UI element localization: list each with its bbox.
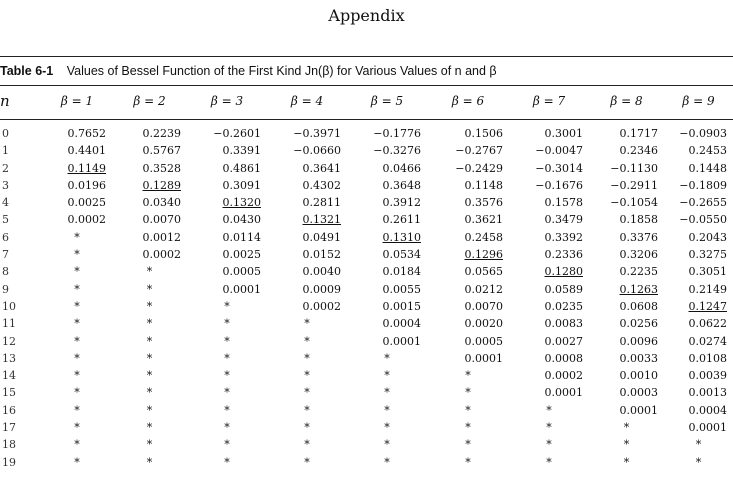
table-cell: 0.1320 (222, 196, 261, 210)
table-cell: 0.0235 (544, 299, 583, 313)
table-cell: * (146, 403, 153, 417)
table-cell: * (546, 421, 552, 435)
table-cell: * (224, 351, 230, 365)
table-cell: 0.3528 (142, 161, 181, 175)
table-cell: 0.2453 (688, 144, 727, 158)
table-cell: 0.0002 (67, 213, 106, 227)
row-index-n: 3 (2, 178, 9, 192)
row-index-n: 15 (2, 386, 16, 400)
table-cell: 0.0001 (382, 334, 421, 348)
table-cell: 0.7652 (67, 127, 106, 140)
table-cell: 0.0001 (619, 403, 658, 417)
table-cell: * (74, 282, 80, 296)
table-row (0, 281, 733, 298)
table-row (0, 436, 733, 453)
table-body (0, 125, 733, 471)
table-cell: 0.0003 (619, 386, 658, 400)
table-cell: * (224, 334, 230, 348)
column-header-beta: β = 1 (60, 94, 94, 108)
row-index-n: 18 (2, 438, 16, 452)
row-index-n: 13 (2, 351, 16, 365)
table-cell: −0.1130 (610, 161, 658, 175)
table-cell: * (146, 421, 153, 435)
table-cell: * (74, 351, 80, 365)
table-cell: 0.1448 (688, 161, 727, 175)
column-header-beta: β = 2 (133, 94, 166, 108)
table-cell: * (384, 403, 390, 417)
table-cell: 0.0083 (544, 317, 583, 331)
table-cell: * (304, 351, 310, 365)
table-cell: * (465, 455, 471, 469)
column-header-beta: β = 4 (290, 94, 324, 108)
table-cell: 0.3392 (544, 230, 583, 244)
table-cell: * (146, 317, 153, 331)
table-caption-text: Values of Bessel Function of the First Kind Jn(β) for Various Values of n and β (66, 64, 497, 78)
table-cell: * (546, 403, 552, 417)
table-row (0, 211, 733, 228)
table-cell: 0.2239 (142, 127, 181, 140)
table-cell: * (224, 369, 230, 383)
table-row (0, 333, 733, 350)
table-cell: * (74, 317, 80, 331)
table-cell: 0.4861 (222, 161, 261, 175)
table-cell: * (74, 369, 80, 383)
table-row (0, 454, 733, 471)
table-cell: 0.1717 (619, 127, 658, 140)
table-cell: 0.0002 (544, 369, 583, 383)
table-cell: * (304, 369, 310, 383)
column-header-beta: β = 7 (532, 94, 566, 108)
table-cell: * (546, 438, 552, 452)
table-cell: −0.0903 (679, 127, 727, 140)
table-cell: 0.1280 (544, 265, 583, 279)
table-cell: * (304, 334, 310, 348)
table-cell: −0.1676 (535, 178, 583, 192)
table-cell: −0.2429 (455, 161, 503, 175)
table-cell: * (384, 369, 390, 383)
table-cell: * (304, 403, 310, 417)
table-cell: * (224, 421, 230, 435)
table-cell: 0.0004 (688, 403, 727, 417)
table-cell: * (74, 386, 80, 400)
table-cell: 0.3376 (619, 230, 658, 244)
table-row (0, 402, 733, 419)
table-cell: 0.0196 (67, 178, 106, 192)
table-cell: 0.0565 (464, 265, 503, 279)
row-index-n: 2 (2, 161, 9, 175)
table-cell: 0.0005 (464, 334, 503, 348)
table-cell: * (695, 438, 702, 452)
table-cell: 0.1506 (464, 127, 503, 140)
table-cell: 0.0033 (619, 351, 658, 365)
table-cell: −0.3276 (373, 144, 421, 158)
table-cell: * (74, 299, 80, 313)
table-cell: 0.1247 (688, 299, 727, 313)
table-cell: −0.0660 (293, 144, 341, 158)
column-header-beta: β = 9 (682, 94, 715, 108)
table-caption (0, 64, 733, 78)
table-row (0, 350, 733, 367)
table-cell: −0.2601 (213, 127, 261, 140)
table-cell: −0.0550 (679, 213, 727, 227)
table-caption-label: Table 6-1 (0, 64, 54, 78)
table-cell: 0.0055 (382, 282, 421, 296)
table-row (0, 315, 733, 332)
table-row (0, 142, 733, 159)
table-cell: * (623, 455, 630, 469)
table-cell: * (384, 421, 390, 435)
table-cell: * (465, 369, 471, 383)
table-cell: * (224, 455, 230, 469)
table-cell: * (74, 265, 80, 279)
header-row (0, 93, 733, 110)
table-cell: 0.0039 (688, 369, 727, 383)
column-header-beta: β = 8 (610, 94, 643, 108)
table-cell: −0.3014 (535, 161, 583, 175)
table-cell: 0.0430 (222, 213, 261, 227)
table-cell: 0.3051 (688, 265, 727, 279)
table-cell: 0.1148 (464, 178, 503, 192)
table-cell: 0.1289 (142, 178, 181, 192)
row-index-n: 16 (2, 403, 16, 417)
table-cell: 0.0622 (688, 317, 727, 331)
table-row (0, 384, 733, 401)
table-cell: 0.0002 (142, 248, 181, 262)
table-cell: * (384, 455, 390, 469)
row-index-n: 0 (2, 127, 9, 140)
table-cell: 0.2235 (619, 265, 658, 279)
table-cell: 0.2611 (382, 213, 421, 227)
table-cell: * (465, 438, 471, 452)
table-cell: 0.0008 (544, 351, 583, 365)
table-cell: 0.2811 (302, 196, 341, 210)
table-cell: 0.0001 (688, 421, 727, 435)
table-cell: 0.3275 (688, 248, 727, 262)
row-index-n: 17 (2, 421, 16, 435)
table-cell: 0.2458 (464, 230, 503, 244)
table-cell: * (146, 299, 153, 313)
table-cell: 0.0608 (619, 299, 658, 313)
table-cell: −0.0047 (535, 144, 583, 158)
caption-rule (0, 85, 733, 86)
table-top-rule (0, 56, 733, 57)
table-cell: 0.0114 (222, 230, 261, 244)
table-cell: 0.2346 (619, 144, 658, 158)
table-cell: * (146, 438, 153, 452)
row-index-n: 4 (2, 196, 9, 210)
table-cell: * (146, 351, 153, 365)
table-cell: 0.4302 (302, 178, 341, 192)
row-index-n: 11 (2, 317, 16, 331)
table-cell: 0.0010 (619, 369, 658, 383)
table-cell: * (146, 334, 153, 348)
table-row (0, 419, 733, 436)
table-row (0, 229, 733, 246)
table-cell: * (465, 421, 471, 435)
table-cell: * (224, 386, 230, 400)
table-cell: 0.3912 (382, 196, 421, 210)
table-cell: 0.0096 (619, 334, 658, 348)
table-cell: 0.2149 (688, 282, 727, 296)
table-cell: * (384, 351, 390, 365)
table-cell: * (546, 455, 552, 469)
table-cell: * (74, 455, 80, 469)
row-index-n: 1 (2, 144, 9, 158)
table-cell: 0.3621 (464, 213, 503, 227)
table-cell: 0.0020 (464, 317, 503, 331)
table-cell: −0.2655 (679, 196, 727, 210)
table-cell: * (74, 334, 80, 348)
table-cell: * (224, 299, 230, 313)
table-cell: * (623, 421, 630, 435)
table-cell: −0.1809 (679, 178, 727, 192)
table-cell: * (224, 317, 230, 331)
table-cell: * (304, 386, 310, 400)
row-index-n: 8 (2, 265, 9, 279)
table-cell: * (304, 455, 310, 469)
row-index-n: 19 (2, 455, 16, 469)
table-cell: 0.0001 (544, 386, 583, 400)
table-cell: 0.3641 (302, 161, 341, 175)
table-cell: 0.1310 (382, 230, 421, 244)
table-cell: 0.0001 (222, 282, 261, 296)
page-title: Appendix (328, 6, 405, 25)
table-cell: 0.0070 (464, 299, 503, 313)
table-cell: 0.0070 (142, 213, 181, 227)
table-cell: 0.0040 (302, 265, 341, 279)
table-cell: 0.4401 (67, 144, 106, 158)
table-cell: 0.0009 (302, 282, 341, 296)
table-cell: 0.0274 (688, 334, 727, 348)
table-cell: 0.0005 (222, 265, 261, 279)
table-row (0, 194, 733, 211)
table-cell: 0.0184 (382, 265, 421, 279)
table-cell: 0.0012 (142, 230, 181, 244)
table-cell: * (146, 455, 153, 469)
table-cell: * (146, 282, 153, 296)
table-cell: * (146, 369, 153, 383)
table-cell: −0.3971 (293, 127, 341, 140)
row-index-n: 14 (2, 369, 16, 383)
table-cell: 0.0015 (382, 299, 421, 313)
table-cell: 0.0589 (544, 282, 583, 296)
table-row (0, 367, 733, 384)
row-index-n: 6 (2, 230, 9, 244)
table-row (0, 298, 733, 315)
table-cell: 0.0534 (382, 248, 421, 262)
table-cell: 0.0491 (302, 230, 341, 244)
table-cell: 0.1149 (67, 161, 106, 175)
table-cell: * (74, 421, 80, 435)
row-index-n: 10 (2, 299, 16, 313)
table-cell: 0.0001 (464, 351, 503, 365)
table-cell: * (224, 403, 230, 417)
table-cell: 0.0025 (222, 248, 261, 262)
table-cell: * (384, 438, 390, 452)
table-cell: 0.0025 (67, 196, 106, 210)
table-cell: 0.0004 (382, 317, 421, 331)
row-index-n: 12 (2, 334, 16, 348)
table-cell: 0.3576 (464, 196, 503, 210)
table-cell: 0.0108 (688, 351, 727, 365)
table-cell: * (146, 386, 153, 400)
table-cell: * (304, 438, 310, 452)
row-index-n: 5 (2, 213, 9, 227)
table-cell: * (304, 317, 310, 331)
table-cell: 0.1296 (464, 248, 503, 262)
table-cell: * (465, 386, 471, 400)
table-row (0, 160, 733, 177)
table-cell: −0.2767 (455, 144, 503, 158)
table-cell: 0.3479 (544, 213, 583, 227)
table-row (0, 177, 733, 194)
table-cell: 0.2336 (544, 248, 583, 262)
table-header (0, 93, 733, 110)
table-cell: * (695, 455, 702, 469)
table-cell: 0.0002 (302, 299, 341, 313)
table-cell: * (384, 386, 390, 400)
table-cell: 0.3648 (382, 178, 421, 192)
table-cell: −0.2911 (610, 178, 658, 192)
table-cell: * (146, 265, 153, 279)
table-cell: 0.3206 (619, 248, 658, 262)
column-header-n: n (0, 92, 10, 110)
table-cell: 0.0340 (142, 196, 181, 210)
table-cell: 0.0256 (619, 317, 658, 331)
column-header-beta: β = 5 (370, 94, 404, 108)
table-cell: 0.0212 (464, 282, 503, 296)
table-cell: 0.0013 (688, 386, 727, 400)
table-row (0, 125, 733, 142)
table-cell: * (74, 403, 80, 417)
column-header-beta: β = 6 (451, 94, 485, 108)
table-cell: * (224, 438, 230, 452)
table-cell: −0.1776 (373, 127, 421, 140)
table-cell: 0.1578 (544, 196, 583, 210)
table-cell: 0.0027 (544, 334, 583, 348)
row-index-n: 7 (2, 248, 9, 262)
table-cell: * (74, 230, 80, 244)
table-cell: * (74, 248, 80, 262)
table-cell: 0.1321 (302, 213, 341, 227)
table-cell: * (74, 438, 80, 452)
table-cell: 0.0152 (302, 248, 341, 262)
table-cell: 0.0466 (382, 161, 421, 175)
table-cell: 0.3001 (544, 127, 583, 140)
row-index-n: 9 (2, 282, 9, 296)
table-cell: * (465, 403, 471, 417)
table-cell: 0.2043 (688, 230, 727, 244)
column-header-beta: β = 3 (210, 94, 244, 108)
table-row (0, 246, 733, 263)
header-rule (0, 119, 733, 120)
table-cell: 0.3391 (222, 144, 261, 158)
table-cell: 0.1263 (619, 282, 658, 296)
table-cell: 0.3091 (222, 178, 261, 192)
table-cell: * (304, 421, 310, 435)
table-cell: 0.5767 (142, 144, 181, 158)
table-cell: * (623, 438, 630, 452)
table-cell: −0.1054 (610, 196, 658, 210)
table-cell: 0.1858 (619, 213, 658, 227)
bessel-table (0, 125, 733, 471)
table-row (0, 263, 733, 280)
